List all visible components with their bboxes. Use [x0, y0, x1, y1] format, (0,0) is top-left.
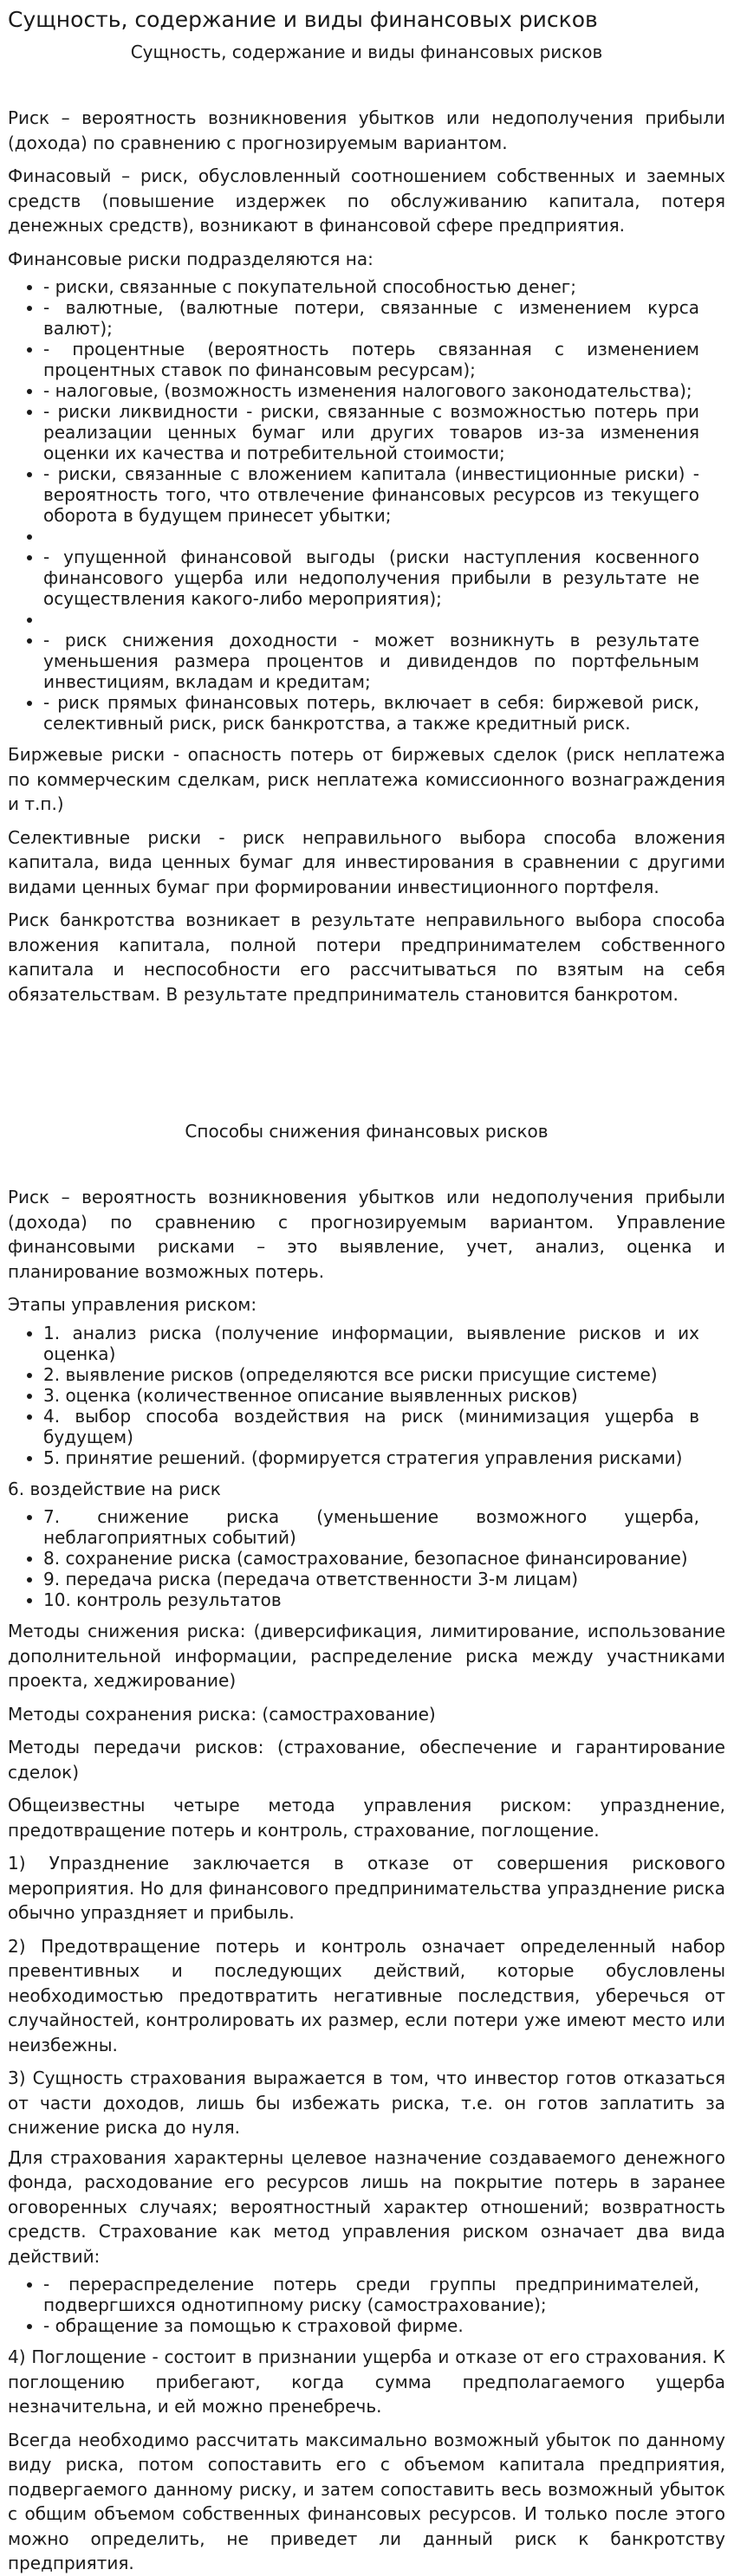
- list-item: • - упущенной финансовой выгоды (риски наступления косвенного финансового ущерба или недополучения прибыли в результате не осуществления какого-либо мероприятия);: [43, 547, 725, 609]
- risk-management-definition: Риск – вероятность возникновения убытков или недополучения прибыли (дохода) по сравнению с прогнозируемым вариантом. Управление финансовыми рисками – это выявление, учет, анализ, оценка и планирование возможных потерь.: [8, 1187, 725, 1282]
- document-subtitle: Сущность, содержание и виды финансовых рисков: [130, 42, 603, 62]
- risk-types-intro: Финансовые риски подразделяются на:: [8, 248, 373, 269]
- risk-definition: Риск – вероятность возникновения убытков или недополучения прибыли (дохода) по сравнению с прогнозируемым вариантом.: [8, 107, 725, 153]
- prevention-paragraph: 2) Предотвращение потерь и контроль означает определенный набор превентивных и последующих действий, которые обусловлены необходимостью предотвратить негативные последствия, уберечься от случайностей, контролировать их размер, если потери уже имеют место или неизбежны.: [8, 1935, 725, 2055]
- insurance-features-paragraph: Для страхования характерны целевое назначение создаваемого денежного фонда, расходование его ресурсов лишь на покрытие потерь в заранее оговоренных случаях; вероятностный характер отношений; возвратность средств. Страхование как метод управления риском означает два вида действий:: [8, 2146, 725, 2267]
- list-item: • 7. снижение риска (уменьшение возможного ущерба, неблагоприятных событий): [43, 1506, 725, 1548]
- list-item: • 3. оценка (количественное описание выявленных рисков): [43, 1385, 725, 1406]
- management-stages-list: [8, 1323, 725, 1468]
- list-item: • 8. сохранение риска (самострахование, безопасное финансирование): [43, 1548, 725, 1569]
- selective-risk-paragraph: Селективные риски - риск неправильного выбора способа вложения капитала, вида ценных бумаг для инвестирования в сравнении с другими видами ценных бумаг при формировании инвестиционного портфеля.: [8, 826, 725, 897]
- list-item: • - риск прямых финансовых потерь, включает в себя: биржевой риск, селективный риск, риск банкротства, а также кредитный риск.: [43, 692, 725, 734]
- list-item: • - риски ликвидности - риски, связанные с возможностью потерь при реализации ценных бумаг или других товаров из-за изменения оценки их качества и потребительной стоимости;: [43, 401, 725, 463]
- list-item: • 5. принятие решений. (формируется стратегия управления рисками): [43, 1447, 725, 1468]
- spacer: [8, 1015, 725, 1119]
- list-item: • 2. выявление рисков (определяются все риски присущие системе): [43, 1364, 725, 1385]
- transfer-methods: Методы передачи рисков: (страхование, обеспечение и гарантирование сделок): [8, 1737, 725, 1783]
- four-methods-paragraph: Общеизвестны четыре метода управления риском: упразднение, предотвращение потерь и контроль, страхование, поглощение.: [8, 1795, 725, 1841]
- list-item: • - обращение за помощью к страховой фирме.: [43, 2315, 725, 2336]
- exchange-risk-paragraph: Биржевые риски - опасность потерь от биржевых сделок (риск неплатежа по коммерческим сделкам, риск неплатежа комиссионного вознаграждения и т.п.): [8, 744, 725, 814]
- spacer: [8, 1143, 725, 1185]
- management-stages-intro: Этапы управления риском:: [8, 1294, 257, 1315]
- section-heading: Способы снижения финансовых рисков: [185, 1121, 549, 1142]
- list-item: • 10. контроль результатов: [43, 1589, 725, 1610]
- list-item: • - риски, связанные с покупательной способностью денег;: [43, 276, 725, 297]
- absorption-paragraph: 4) Поглощение - состоит в признании ущерба и отказе от его страхования. К поглощению прибегают, когда сумма предполагаемого ущерба незначительна, и ей можно пренебречь.: [8, 2346, 725, 2417]
- list-item: • 9. передача риска (передача ответственности 3-м лицам): [43, 1569, 725, 1589]
- risk-types-list: [8, 276, 725, 734]
- bankruptcy-risk-paragraph: Риск банкротства возникает в результате неправильного выбора способа вложения капитала, полной потери предпринимателем собственного капитала и неспособности его рассчитываться по взятым на себя обязательствам. В результате предприниматель становится банкротом.: [8, 909, 725, 1005]
- section-essence: [8, 106, 725, 1006]
- reduction-methods: Методы снижения риска: (диверсификация, лимитирование, использование дополнительной информации, распределение риска между участниками проекта, хеджирование): [8, 1621, 725, 1691]
- page-title: Сущность, содержание и виды финансовых рисков: [8, 7, 598, 32]
- list-item-empty: [43, 609, 725, 630]
- section-risk-reduction: [8, 1185, 725, 2576]
- list-item: • 4. выбор способа воздействия на риск (минимизация ущерба в будущем): [43, 1406, 725, 1447]
- insurance-actions-list: [8, 2274, 725, 2336]
- list-item: • - перераспределение потерь среди группы предпринимателей, подвергшихся однотипному риску (самострахование);: [43, 2274, 725, 2315]
- list-item: • 1. анализ риска (получение информации, выявление рисков и их оценка): [43, 1323, 725, 1364]
- list-item: • - процентные (вероятность потерь связанная с изменением процентных ставок по финансовым ресурсам);: [43, 339, 725, 380]
- avoidance-paragraph: 1) Упразднение заключается в отказе от совершения рискового мероприятия. Но для финансового предпринимательства упразднение риска обычно упраздняет и прибыль.: [8, 1853, 725, 1923]
- retention-methods: Методы сохранения риска: (самострахование): [8, 1703, 436, 1725]
- impact-stage-heading: 6. воздействие на риск: [8, 1478, 221, 1499]
- list-item: • - налоговые, (возможность изменения налогового законодательства);: [43, 380, 725, 401]
- list-item: • - риск снижения доходности - может возникнуть в результате уменьшения размера процентов и дивидендов по портфельным инвестициям, вкладам и кредитам;: [43, 630, 725, 692]
- insurance-paragraph: 3) Сущность страхования выражается в том, что инвестор готов отказаться от части доходов, лишь бы избежать риска, т.е. он готов заплатить за снижение риска до нуля.: [8, 2068, 725, 2138]
- list-item: • - риски, связанные с вложением капитала (инвестиционные риски) - вероятность того, что отвлечение финансовых ресурсов из текущего оборота в будущем принесет убытки;: [43, 463, 725, 526]
- list-item-empty: [43, 526, 725, 547]
- list-item: • - валютные, (валютные потери, связанные с изменением курса валют);: [43, 297, 725, 339]
- spacer: [8, 64, 725, 106]
- conclusion-paragraph: Всегда необходимо рассчитать максимально возможный убыток по данному виду риска, потом сопоставить его с объемом капитала предприятия, подвергаемого данному риску, и затем сопоставить весь возможный убыток с общим объемом собственных финансовых ресурсов. И только после этого можно определить, не приведет ли данный риск к банкротству предприятия.: [8, 2429, 725, 2573]
- impact-stages-list: [8, 1506, 725, 1610]
- financial-risk-definition: Финасовый – риск, обусловленный соотношением собственных и заемных средств (повышение издержек по обслуживанию капитала, потеря денежных средств), возникают в финансовой сфере предприятия.: [8, 165, 725, 236]
